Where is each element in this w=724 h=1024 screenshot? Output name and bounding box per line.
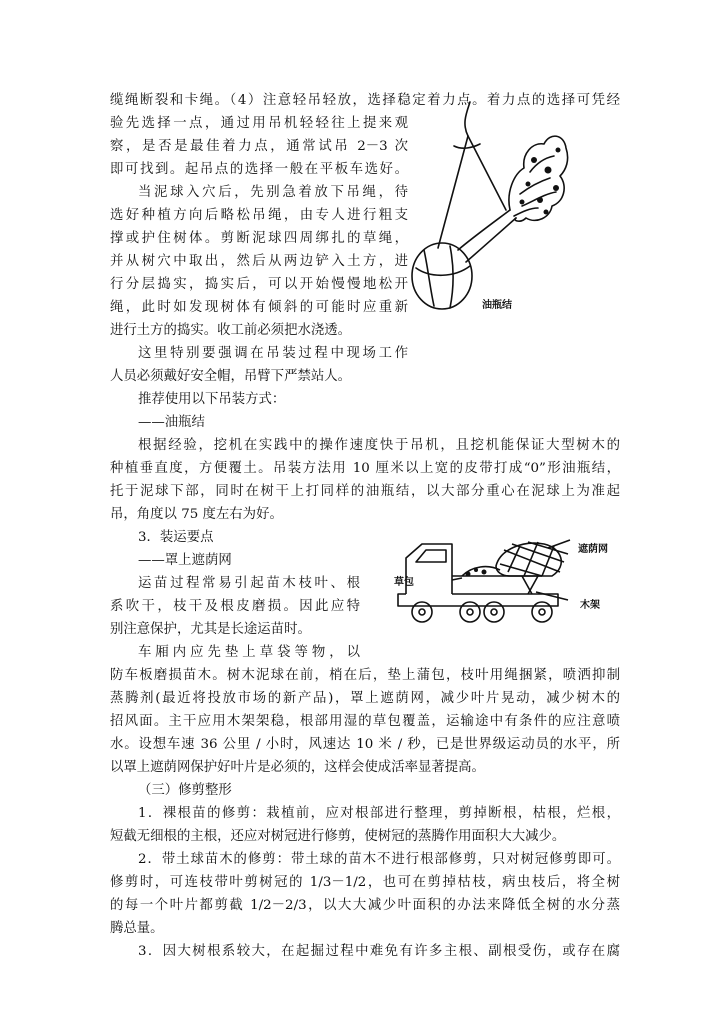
text-line: 进行土方的捣实。收工前必须把水浇透。 (110, 323, 352, 338)
text-line: 并从树穴中取出，然后从两边铲入土方，进 (110, 254, 408, 269)
text-line: 系吹干，枝干及根皮磨损。因此应特 (110, 599, 360, 614)
text-line: 3．装运要点 (138, 530, 214, 545)
text-line: 2．带土球苗木的修剪：带土球的苗木不进行根部修剪，只对树冠修剪即可。 (138, 852, 620, 867)
straw-bag-label: 草包 (394, 577, 414, 588)
text-line: ——油瓶结 (138, 415, 205, 430)
text-line: 吊，角度以 75 度左右为好。 (110, 507, 283, 522)
text-line: 行分层捣实，捣实后，可以开始慢慢地松开 (110, 277, 408, 292)
text-line: 绳，此时如发现树体有倾斜的可能时应重新 (110, 300, 408, 315)
text-line: 3．因大树根系较大，在起掘过程中难免有许多主根、副根受伤，或存在腐 (138, 944, 620, 959)
text-line: 种植垂直度，方便覆土。吊装方法用 10 厘米以上宽的皮带打成“0”形油瓶结， (110, 461, 620, 476)
text-line: 根据经验，挖机在实践中的操作速度快于吊机，且挖机能保证大型树木的 (138, 438, 620, 453)
text-line: 当泥球入穴后，先别急着放下吊绳，待 (138, 185, 408, 200)
oil-bottle-knot-label: 油瓶结 (482, 300, 512, 311)
text-line: 这里特别要强调在吊装过程中现场工作 (138, 346, 408, 361)
text-line: 蒸腾剂(最近将投放市场的新产品)，罩上遮荫网，减少叶片晃动，减少树木的 (110, 691, 620, 706)
text-line: 撑或护住树体。剪断泥球四周绑扎的草绳， (110, 231, 408, 246)
text-line: 短截无细根的主根，还应对树冠进行修剪，使树冠的蒸腾作用面积大大减少。 (110, 829, 566, 844)
text-line: 验先选择一点，通过用吊机轻轻往上提来观 (110, 116, 408, 131)
shade-net-label: 遮荫网 (578, 544, 608, 555)
text-line: 推荐使用以下吊装方式： (138, 392, 286, 407)
text-line: ——罩上遮荫网 (138, 553, 232, 568)
text-line: 车厢内应先垫上草袋等物，以 (138, 645, 360, 660)
text-line: 托于泥球下部，同时在树干上打同样的油瓶结，以大部分重心在泥球上为准起 (110, 484, 620, 499)
wooden-frame-label: 木架 (580, 600, 600, 611)
text-line: （三）修剪整形 (138, 783, 232, 798)
text-line: 1．裸根苗的修剪：栽植前，应对根部进行整理，剪掉断根，枯根，烂根， (138, 806, 620, 821)
text-line: 招风面。主干应用木架架稳，根部用湿的草包覆盖，运输途中有条件的应注意喷 (110, 714, 620, 729)
text-line: 以罩上遮荫网保护好叶片是必须的，这样会使成活率显著提高。 (110, 760, 485, 775)
oil-bottle-knot-figure (410, 98, 570, 320)
text-line: 察，是否是最佳着力点，通常试吊 2－3 次 (110, 139, 408, 154)
text-line: 的每一个叶片都剪截 1/2－2/3，以大大减少叶面积的办法来降低全树的水分蒸 (110, 898, 620, 913)
text-line: 修剪时，可连枝带叶剪树冠的 1/3－1/2，也可在剪掉枯枝，病虫枝后，将全树 (110, 875, 620, 890)
text-line: 选好种植方向后略松吊绳，由专人进行粗支 (110, 208, 408, 223)
text-line: 别注意保护，尤其是长途运苗时。 (110, 622, 311, 637)
text-line: 腾总量。 (110, 921, 164, 936)
text-line: 防车板磨损苗木。树木泥球在前，梢在后，垫上蒲包，枝叶用绳捆紧，喷洒抑制 (110, 668, 620, 683)
text-line: 运苗过程常易引起苗木枝叶、根 (138, 576, 360, 591)
text-line: 缆绳断裂和卡绳。（4）注意轻吊轻放，选择稳定着力点。着力点的选择可凭经 (110, 93, 620, 108)
text-line: 水。设想车速 36 公里 / 小时，风速达 10 米 / 秒，已是世界级运动员的水平，所 (110, 737, 620, 752)
truck-transport-figure (392, 536, 576, 628)
text-line: 即可找到。起吊点的选择一般在平板车选好。 (110, 162, 408, 177)
text-line: 人员必须戴好安全帽，吊臂下严禁站人。 (110, 369, 352, 384)
